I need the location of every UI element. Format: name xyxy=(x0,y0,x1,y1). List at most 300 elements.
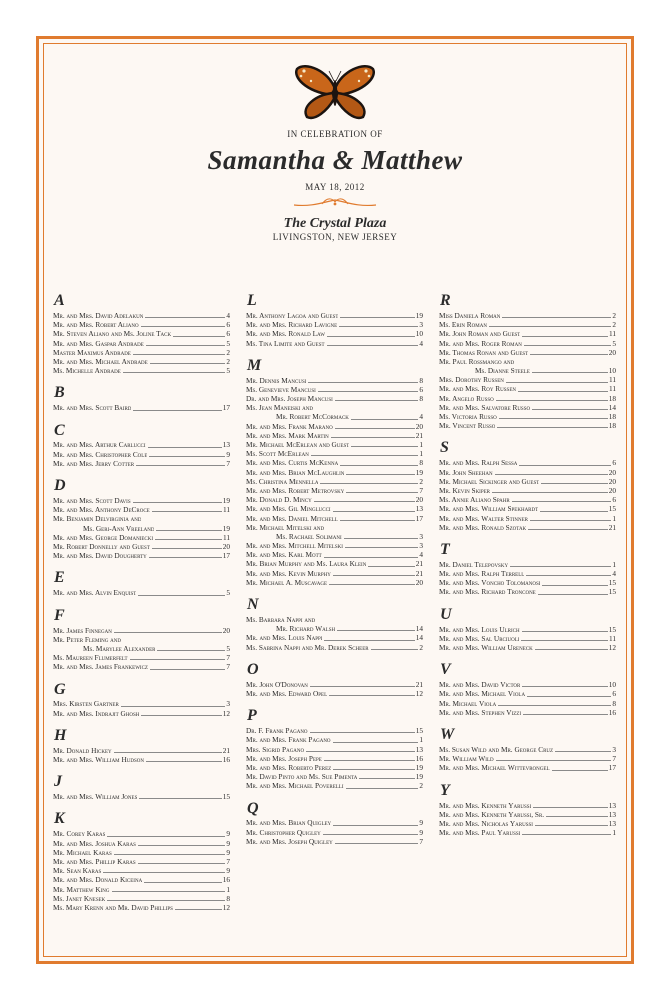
guest-name: Mr. Michael A. Muscavage xyxy=(246,577,328,587)
leader-line xyxy=(333,825,418,826)
guest-name: Mr. Sean Karas xyxy=(53,866,102,876)
leader-line xyxy=(157,650,225,651)
guest-name: Mr. Paul Rossmango and xyxy=(439,356,515,366)
table-number: 9 xyxy=(226,847,230,857)
leader-line xyxy=(346,788,419,789)
group-letter: H xyxy=(54,726,67,744)
guest-row xyxy=(439,763,616,772)
group-letter: D xyxy=(54,477,66,495)
guest-row xyxy=(53,533,230,542)
leader-line xyxy=(324,557,419,558)
group-letter: S xyxy=(440,439,449,457)
leader-line xyxy=(133,410,221,411)
table-number: 21 xyxy=(415,559,423,569)
guest-name: Mr. and Mrs. Ronald Szotak xyxy=(439,522,527,532)
guest-row xyxy=(439,311,616,320)
leader-line xyxy=(323,834,419,835)
leader-line xyxy=(346,474,414,475)
leader-line xyxy=(522,631,608,632)
leader-line xyxy=(314,501,415,502)
leader-line xyxy=(522,336,608,337)
guest-row xyxy=(53,357,230,366)
guest-row xyxy=(439,634,616,643)
guest-name: Mr. and Mrs. Kenneth Yarussi xyxy=(439,800,532,810)
leader-line xyxy=(107,900,225,901)
guest-row xyxy=(53,320,230,329)
table-number: 17 xyxy=(222,403,230,413)
leader-line xyxy=(150,363,226,364)
table-number: 4 xyxy=(419,338,423,348)
guest-row xyxy=(439,495,616,504)
leader-line xyxy=(340,465,418,466)
guest-row xyxy=(246,772,423,781)
guest-name: Ms. Genevieve Mancusi xyxy=(246,384,316,394)
guest-row xyxy=(53,903,230,912)
leader-line xyxy=(496,760,612,761)
table-number: 4 xyxy=(226,310,230,320)
guest-name: Mr. John O'Donovan xyxy=(246,679,308,689)
guest-row xyxy=(246,781,423,790)
guest-name: Mr. and Mrs. Roger Roman xyxy=(439,338,522,348)
header xyxy=(39,59,631,242)
guest-row xyxy=(439,708,616,717)
table-number: 6 xyxy=(612,689,616,699)
guest-name: Mr. and Mrs. Alvin Enquist xyxy=(53,588,137,598)
leader-line xyxy=(527,696,611,697)
table-number: 14 xyxy=(415,633,423,643)
guest-row xyxy=(246,468,423,477)
guest-row xyxy=(53,441,230,450)
guest-row xyxy=(53,857,230,866)
guest-row xyxy=(53,403,230,412)
leader-line xyxy=(311,455,419,456)
letter-group xyxy=(246,799,423,847)
guest-name: Mr. and Mrs. Richard Troncone xyxy=(439,587,536,597)
guest-row xyxy=(246,689,423,698)
butterfly-icon xyxy=(295,59,375,123)
leader-line xyxy=(512,501,612,502)
guest-name: Mr. and Mrs. Stephen Vizzi xyxy=(439,707,522,717)
guest-name: Ms. Marylee Alexander xyxy=(83,643,156,653)
guest-row xyxy=(439,810,616,819)
flourish-ornament xyxy=(292,196,378,210)
venue-location: LIVINGSTON, NEW JERSEY xyxy=(272,232,398,242)
guest-row xyxy=(246,320,423,329)
leader-line xyxy=(114,632,222,633)
group-letter: W xyxy=(440,726,455,743)
leader-line xyxy=(133,354,225,355)
guest-row xyxy=(246,643,423,652)
table-number: 15 xyxy=(608,587,616,597)
guest-row xyxy=(53,839,230,848)
guest-name: Mr. Michael McErlean and Guest xyxy=(246,440,350,450)
guest-row xyxy=(53,755,230,764)
guest-name: Mr. Brian Murphy and Ms. Laura Klein xyxy=(246,559,367,569)
guest-row xyxy=(439,320,616,329)
table-number: 11 xyxy=(222,505,230,515)
guest-name: Mr. and Mrs. Anthony DeCroce xyxy=(53,505,150,515)
guest-name: Mrs. Kirsten Gartner xyxy=(53,699,119,709)
table-number: 12 xyxy=(608,643,616,653)
guest-row xyxy=(246,385,423,394)
letter-group xyxy=(439,540,616,597)
table-number: 1 xyxy=(612,559,616,569)
table-number: 20 xyxy=(415,421,423,431)
table-number: 1 xyxy=(419,449,423,459)
table-number: 7 xyxy=(612,754,616,764)
guest-name: Mr. and Mrs. Scott Davis xyxy=(53,496,131,506)
table-number: 19 xyxy=(415,310,423,320)
letter-group xyxy=(246,356,423,587)
leader-line xyxy=(540,511,608,512)
table-number: 20 xyxy=(608,476,616,486)
guest-row xyxy=(246,615,423,624)
table-number: 9 xyxy=(419,818,423,828)
guest-name: Mr. Donald D. Mincy xyxy=(246,495,312,505)
guest-row xyxy=(246,726,423,735)
letter-group xyxy=(53,726,230,764)
guest-row xyxy=(246,550,423,559)
seating-column xyxy=(53,291,230,920)
table-number: 19 xyxy=(222,496,230,506)
table-number: 21 xyxy=(222,745,230,755)
table-number: 4 xyxy=(419,412,423,422)
guest-name: Mr. and Mrs. Paul Yarussi xyxy=(439,828,521,838)
guest-row xyxy=(246,735,423,744)
table-number: 13 xyxy=(608,818,616,828)
guest-row xyxy=(439,504,616,513)
leader-line xyxy=(351,446,418,447)
guest-row xyxy=(53,514,230,523)
guest-row xyxy=(53,829,230,838)
guest-row xyxy=(53,551,230,560)
group-letter: L xyxy=(247,292,257,309)
table-number: 8 xyxy=(419,458,423,468)
guest-name: Ms. Victoria Russo xyxy=(439,412,497,422)
guest-name: Mr. and Mrs. Joseph Quigley xyxy=(246,836,333,846)
guest-name: Ms. Annie Aliano Spahr xyxy=(439,495,510,505)
guest-row xyxy=(246,329,423,338)
leader-line xyxy=(371,649,419,650)
table-number: 13 xyxy=(415,744,423,754)
table-number: 15 xyxy=(415,726,423,736)
guest-row xyxy=(246,376,423,385)
table-number: 2 xyxy=(612,310,616,320)
table-number: 2 xyxy=(419,476,423,486)
leader-line xyxy=(139,798,221,799)
couple-names: Samantha & Matthew xyxy=(207,145,463,175)
leader-line xyxy=(541,483,607,484)
table-number: 21 xyxy=(415,568,423,578)
table-number: 21 xyxy=(415,430,423,440)
letter-group xyxy=(246,706,423,790)
guest-row xyxy=(439,560,616,569)
group-letter: E xyxy=(54,569,65,587)
letter-group xyxy=(246,660,423,698)
table-number: 13 xyxy=(608,800,616,810)
guest-name: Mr. and Mrs. Richard Lavigne xyxy=(246,320,338,330)
guest-row xyxy=(53,588,230,597)
letter-group xyxy=(53,476,230,560)
guest-name: Mr. Steven Aliano and Ms. Joline Tack xyxy=(53,329,172,339)
table-number: 6 xyxy=(419,384,423,394)
leader-line xyxy=(340,520,415,521)
leader-line xyxy=(123,372,226,373)
guest-row xyxy=(439,329,616,338)
leader-line xyxy=(524,345,612,346)
leader-line xyxy=(523,714,608,715)
guest-row xyxy=(246,422,423,431)
letter-group xyxy=(246,595,423,652)
guest-name: Dr. and Mrs. Joseph Mancusi xyxy=(246,394,333,404)
group-letter: B xyxy=(54,384,65,402)
leader-line xyxy=(327,336,415,337)
leader-line xyxy=(340,317,414,318)
leader-line xyxy=(333,511,415,512)
leader-line xyxy=(320,483,418,484)
leader-line xyxy=(526,575,611,576)
guest-row xyxy=(53,866,230,875)
guest-row xyxy=(439,689,616,698)
table-number: 11 xyxy=(608,329,616,339)
guest-name: Mr. and Mrs. Louis Ulrich xyxy=(439,624,520,634)
guest-row xyxy=(439,394,616,403)
guest-row xyxy=(246,458,423,467)
table-number: 5 xyxy=(226,366,230,376)
guest-row xyxy=(246,413,423,422)
guest-row xyxy=(53,792,230,801)
leader-line xyxy=(335,400,419,401)
guest-name: Mr. and Mrs. Michael Viola xyxy=(439,689,526,699)
guest-name: Mr. and Mrs. Arthur Carlucci xyxy=(53,440,146,450)
guest-row xyxy=(246,569,423,578)
guest-row xyxy=(439,828,616,837)
guest-name: Mr. and Mrs. Mitchell Mitelski xyxy=(246,541,343,551)
table-number: 16 xyxy=(222,755,230,765)
guest-name: Dr. F. Frank Pagano xyxy=(246,726,308,736)
table-number: 8 xyxy=(612,698,616,708)
leader-line xyxy=(112,891,226,892)
table-number: 20 xyxy=(222,625,230,635)
guest-row xyxy=(439,754,616,763)
guest-row xyxy=(246,311,423,320)
table-number: 7 xyxy=(419,836,423,846)
guest-name: Mr. and Mrs. Brian Quigley xyxy=(246,818,332,828)
guest-name: Mr. Michael Karas xyxy=(53,847,112,857)
guest-row xyxy=(439,588,616,597)
guest-row xyxy=(246,495,423,504)
guest-name: Mr. and Mrs. David Dougherty xyxy=(53,551,147,561)
guest-row xyxy=(246,403,423,412)
guest-row xyxy=(53,339,230,348)
table-number: 9 xyxy=(226,449,230,459)
seating-column xyxy=(246,291,423,920)
guest-row xyxy=(246,578,423,587)
guest-name: Mr. Benjamin Delvirginia and xyxy=(53,514,142,524)
guest-row xyxy=(246,440,423,449)
table-number: 8 xyxy=(419,375,423,385)
leader-line xyxy=(103,872,225,873)
celebration-line: IN CELEBRATION OF xyxy=(287,129,383,139)
leader-line xyxy=(335,843,419,844)
table-number: 20 xyxy=(415,495,423,505)
letter-group xyxy=(53,680,230,718)
guest-row xyxy=(439,745,616,754)
guest-name: Mr. and Mrs. Mark Martin xyxy=(246,430,329,440)
table-number: 18 xyxy=(608,393,616,403)
leader-line xyxy=(150,669,225,670)
table-number: 10 xyxy=(608,680,616,690)
table-number: 5 xyxy=(226,338,230,348)
guest-name: Mr. and Mrs. Frank Pagano xyxy=(246,735,331,745)
guest-name: Mr. and Mrs. Jerry Cotter xyxy=(53,458,135,468)
guest-name: Mr. and Mrs. William Hudson xyxy=(53,755,144,765)
guest-name: Mr. Peter Fleming and xyxy=(53,634,122,644)
leader-line xyxy=(136,465,225,466)
guest-name: Mr. and Mrs. Gil Minglucci xyxy=(246,504,331,514)
guest-name: Ms. Michelle Andrade xyxy=(53,366,121,376)
guest-name: Mr. and Mrs. Joseph Pepe xyxy=(246,753,322,763)
guest-row xyxy=(53,848,230,857)
guest-name: Miss Daniela Roman xyxy=(439,310,501,320)
table-number: 1 xyxy=(612,828,616,838)
table-number: 18 xyxy=(608,412,616,422)
guest-name: Mr. and Mrs. Christopher Cole xyxy=(53,449,148,459)
guest-row xyxy=(439,569,616,578)
guest-name: Mr. Robert McCormack xyxy=(276,412,349,422)
guest-name: Mr. and Mrs. William Spekhardt xyxy=(439,504,539,514)
leader-line xyxy=(333,575,415,576)
table-number: 1 xyxy=(419,440,423,450)
group-letter: U xyxy=(440,605,452,623)
table-number: 21 xyxy=(415,679,423,689)
guest-name: Ms. Erin Roman xyxy=(439,320,487,330)
leader-line xyxy=(141,326,226,327)
table-number: 9 xyxy=(226,838,230,848)
leader-line xyxy=(555,751,611,752)
table-number: 1 xyxy=(226,884,230,894)
table-number: 20 xyxy=(608,347,616,357)
guest-row xyxy=(53,311,230,320)
guest-row xyxy=(53,635,230,644)
guest-name: Mr. William Wild xyxy=(439,754,494,764)
guest-name: Mr. and Mrs. Michael Wittevrongel xyxy=(439,763,550,773)
leader-line xyxy=(149,456,225,457)
table-number: 3 xyxy=(419,541,423,551)
table-number: 20 xyxy=(415,577,423,587)
guest-row xyxy=(439,366,616,375)
guest-name: Mr. and Mrs. David Victor xyxy=(439,680,521,690)
table-number: 3 xyxy=(419,531,423,541)
guest-name: Mr. Michael Viola xyxy=(439,698,497,708)
venue-name: The Crystal Plaza xyxy=(283,216,387,231)
guest-name: Mr. and Mrs. Michael Andrade xyxy=(53,356,148,366)
table-number: 1 xyxy=(419,735,423,745)
leader-line xyxy=(535,649,608,650)
leader-line xyxy=(533,807,607,808)
leader-line xyxy=(138,845,225,846)
seating-columns xyxy=(53,291,617,920)
guest-name: Mr. and Mrs. Salvatore Russo xyxy=(439,402,531,412)
table-number: 11 xyxy=(608,633,616,643)
leader-line xyxy=(327,345,419,346)
table-number: 10 xyxy=(608,366,616,376)
guest-name: Mr. and Mrs. Brian McLaughlin xyxy=(246,467,345,477)
guest-name: Mr. and Mrs. Kenneth Yarussi, Sr. xyxy=(439,809,545,819)
letter-group xyxy=(53,772,230,801)
leader-line xyxy=(333,769,414,770)
guest-row xyxy=(246,754,423,763)
table-number: 7 xyxy=(226,662,230,672)
leader-line xyxy=(146,345,226,346)
table-number: 18 xyxy=(608,421,616,431)
leader-line xyxy=(518,391,608,392)
guest-row xyxy=(439,339,616,348)
table-number: 20 xyxy=(608,485,616,495)
letter-group xyxy=(439,781,616,838)
guest-row xyxy=(246,477,423,486)
letter-group xyxy=(439,660,616,717)
table-number: 9 xyxy=(419,827,423,837)
guest-row xyxy=(246,523,423,532)
guest-row xyxy=(53,885,230,894)
table-number: 11 xyxy=(222,532,230,542)
group-letter: T xyxy=(440,540,450,558)
group-letter: A xyxy=(54,292,65,309)
table-number: 7 xyxy=(226,856,230,866)
guest-name: Mr. and Mrs. Voncho Tolomanosi xyxy=(439,578,541,588)
guest-name: Mr. John Roman and Guest xyxy=(439,329,521,339)
leader-line xyxy=(542,585,607,586)
guest-name: Mr. and Mrs. Kevin Murphy xyxy=(246,568,331,578)
table-number: 16 xyxy=(608,707,616,717)
guest-name: Mr. Matthew King xyxy=(53,884,110,894)
leader-line xyxy=(133,502,222,503)
leader-line xyxy=(335,428,415,429)
guest-name: Ms. Mary Krenn and Mr. David Phillips xyxy=(53,902,173,912)
guest-name: Mr. Christopher Quigley xyxy=(246,827,321,837)
leader-line xyxy=(130,659,226,660)
leader-line xyxy=(156,530,221,531)
leader-line xyxy=(498,705,611,706)
guest-row xyxy=(439,412,616,421)
guest-row xyxy=(53,348,230,357)
guest-name: Ms. Geri-Ann Vreeland xyxy=(83,523,155,533)
guest-name: Mrs. Dorothy Russen xyxy=(439,375,504,385)
guest-row xyxy=(53,644,230,653)
guest-row xyxy=(246,624,423,633)
table-number: 8 xyxy=(419,394,423,404)
guest-row xyxy=(439,458,616,467)
leader-line xyxy=(138,863,226,864)
leader-line xyxy=(499,418,608,419)
guest-row xyxy=(53,366,230,375)
group-letter: F xyxy=(54,606,65,624)
guest-name: Mr. and Mrs. George Domaniecki xyxy=(53,532,154,542)
guest-row xyxy=(439,385,616,394)
guest-name: Ms. Barbara Nappi and xyxy=(246,615,316,625)
table-number: 19 xyxy=(415,772,423,782)
table-number: 16 xyxy=(222,875,230,885)
leader-line xyxy=(502,317,611,318)
guest-name: Mr. and Mrs. David Adelakun xyxy=(53,310,144,320)
leader-line xyxy=(152,548,222,549)
leader-line xyxy=(344,538,419,539)
guest-name: Ms. Janet Knesek xyxy=(53,893,106,903)
table-number: 11 xyxy=(608,375,616,385)
guest-row xyxy=(246,560,423,569)
guest-row xyxy=(53,653,230,662)
